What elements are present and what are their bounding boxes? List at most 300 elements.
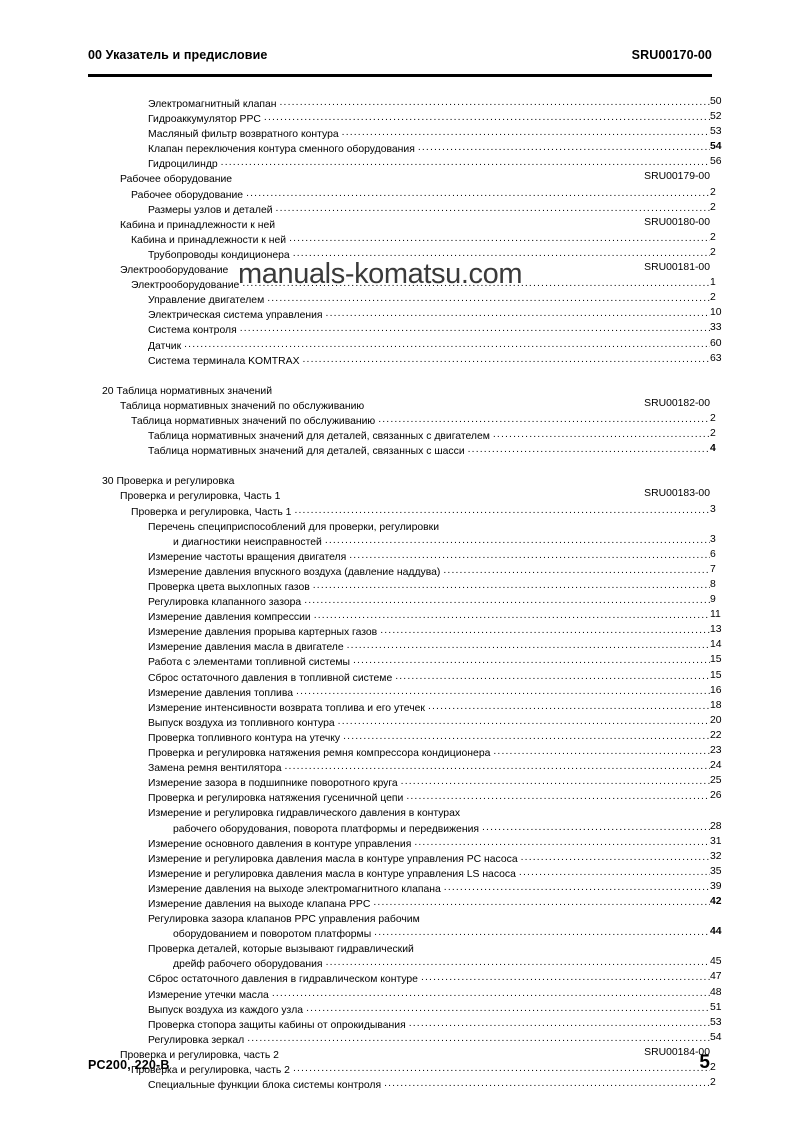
toc-entry-label: 30 Проверка и регулировка bbox=[102, 476, 235, 488]
toc-entry-row bbox=[0, 564, 794, 579]
toc-entry-label: Измерение давления масла в двигателе bbox=[148, 642, 344, 654]
toc-leader-dots bbox=[275, 383, 710, 394]
toc-entry-label: Выпуск воздуха из топливного контура bbox=[148, 717, 335, 729]
toc-entry-row bbox=[0, 413, 794, 428]
toc-page-number: 2 bbox=[710, 1062, 716, 1073]
toc-leader-dots bbox=[493, 428, 710, 439]
toc-entry-label: Регулировка зазора клапанов PPC управления рабочим bbox=[148, 914, 420, 926]
toc-entry-label: Выпуск воздуха из каждого узла bbox=[148, 1004, 304, 1016]
toc-entry-body bbox=[0, 217, 710, 231]
toc-page-number: 11 bbox=[710, 609, 721, 621]
toc-entry-body bbox=[0, 881, 710, 895]
toc-page-number: 60 bbox=[710, 337, 722, 349]
toc-leader-dots bbox=[231, 262, 710, 273]
toc-entry-row bbox=[0, 715, 794, 730]
toc-entry-body bbox=[0, 775, 710, 789]
toc-page-number: 53 bbox=[710, 1016, 722, 1028]
toc-leader-dots bbox=[380, 624, 710, 635]
toc-leader-dots bbox=[276, 202, 710, 213]
toc-entry-row bbox=[0, 126, 794, 141]
toc-entry-row bbox=[0, 549, 794, 564]
toc-page-number: 45 bbox=[710, 956, 722, 968]
toc-page-number: 51 bbox=[710, 1001, 722, 1013]
toc-entry-row bbox=[0, 836, 794, 851]
toc-leader-dots bbox=[306, 1002, 710, 1013]
toc-entry-body bbox=[0, 971, 710, 985]
toc-entry-label: Проверка и регулировка, Часть 1 bbox=[131, 506, 292, 518]
toc-leader-dots bbox=[221, 156, 710, 167]
toc-entry-row bbox=[0, 96, 794, 111]
toc-entry-row bbox=[0, 534, 794, 549]
toc-leader-dots bbox=[342, 126, 710, 137]
toc-entry-row bbox=[0, 1017, 794, 1032]
toc-entry-label: Проверка и регулировка натяжения ремня компрессора кондиционера bbox=[148, 748, 491, 760]
toc-entry-label: Электромагнитный клапан bbox=[148, 99, 277, 110]
toc-document-code: SRU00184-00 bbox=[644, 1046, 710, 1058]
toc-entry-body bbox=[0, 685, 710, 699]
page-header bbox=[88, 48, 712, 72]
toc-entry-row bbox=[0, 443, 794, 458]
toc-entry-body bbox=[0, 926, 710, 940]
toc-page-number: 2 bbox=[710, 428, 716, 440]
toc-entry-body bbox=[0, 156, 710, 170]
toc-entry-row bbox=[0, 1002, 794, 1017]
toc-entry-label: Измерение давления на выходе клапана PPC bbox=[148, 898, 371, 910]
toc-entry-row bbox=[0, 292, 794, 307]
toc-entry-row bbox=[0, 851, 794, 866]
toc-entry-row bbox=[0, 247, 794, 262]
toc-leader-dots bbox=[184, 338, 710, 349]
toc-page-number: 35 bbox=[710, 865, 722, 877]
toc-entry-label: рабочего оборудования, поворота платформы и передвижения bbox=[173, 823, 480, 835]
toc-entry-body bbox=[0, 941, 710, 955]
toc-page-number: 50 bbox=[710, 96, 722, 107]
toc-entry-label: Измерение и регулировка давления масла в контуре управления PC насоса bbox=[148, 853, 518, 865]
toc-entry-label: Электрооборудование bbox=[131, 280, 240, 292]
toc-page-number: 32 bbox=[710, 850, 722, 862]
toc-entry-body bbox=[0, 715, 710, 729]
toc-entry-row bbox=[0, 504, 794, 519]
toc-entry-body bbox=[0, 383, 710, 397]
toc-entry-body bbox=[0, 866, 710, 880]
toc-entry-body bbox=[0, 836, 710, 850]
toc-entry-label: Измерение давления компрессии bbox=[148, 612, 311, 624]
toc-heading-row bbox=[0, 398, 794, 413]
toc-entry-row bbox=[0, 1032, 794, 1047]
toc-leader-dots bbox=[521, 851, 710, 862]
toc-leader-dots bbox=[401, 775, 710, 786]
toc-leader-dots bbox=[418, 141, 710, 152]
toc-leader-dots bbox=[296, 685, 710, 696]
toc-entry-row bbox=[0, 322, 794, 337]
toc-entry-row bbox=[0, 700, 794, 715]
toc-entry-label: Измерение давления топлива bbox=[148, 687, 294, 699]
toc-entry-label: Проверка и регулировка, часть 2 bbox=[120, 1049, 279, 1061]
toc-entry-body bbox=[0, 126, 710, 140]
toc-entry-row bbox=[0, 730, 794, 745]
toc-entry-body bbox=[0, 338, 710, 352]
toc-entry-label: Кабина и принадлежности к ней bbox=[120, 219, 276, 231]
toc-document-code: SRU00179-00 bbox=[644, 171, 710, 183]
toc-leader-dots bbox=[482, 821, 710, 832]
toc-entry-label: Измерение и регулировка гидравлического давления в контурах bbox=[148, 808, 461, 820]
toc-leader-dots bbox=[395, 670, 710, 681]
toc-page-number: 56 bbox=[710, 156, 722, 168]
toc-entry-row bbox=[0, 428, 794, 443]
toc-entry-label: Измерение интенсивности возврата топлива и его утечек bbox=[148, 702, 425, 714]
toc-leader-dots bbox=[280, 96, 710, 107]
toc-entry-body bbox=[0, 141, 710, 155]
toc-leader-dots bbox=[468, 443, 710, 454]
header-section-title: 00 Указатель и предисловие bbox=[88, 48, 268, 62]
toc-leader-dots bbox=[235, 171, 710, 182]
toc-entry-label: Измерение давления впускного воздуха (давление наддува) bbox=[148, 566, 441, 578]
toc-entry-body bbox=[0, 1077, 710, 1091]
toc-leader-dots bbox=[246, 187, 710, 198]
toc-entry-body bbox=[0, 911, 710, 925]
toc-entry-body bbox=[0, 202, 710, 216]
toc-entry-label: Проверка топливного контура на утечку bbox=[148, 732, 341, 744]
toc-entry-row bbox=[0, 896, 794, 911]
toc-page-number: 8 bbox=[710, 579, 716, 590]
toc-entry-label: Проверка и регулировка натяжения гусеничной цепи bbox=[148, 793, 404, 805]
toc-entry-body bbox=[0, 111, 710, 125]
toc-page-number: 2 bbox=[710, 201, 716, 213]
toc-leader-dots bbox=[406, 790, 710, 801]
toc-entry-body bbox=[0, 670, 710, 684]
toc-heading-row bbox=[0, 473, 794, 488]
toc-entry-row bbox=[0, 881, 794, 896]
toc-entry-body bbox=[0, 1017, 710, 1031]
toc-page-number: 48 bbox=[710, 986, 722, 998]
toc-leader-dots bbox=[326, 307, 710, 318]
toc-page-number: 52 bbox=[710, 111, 722, 123]
toc-entry-body bbox=[0, 639, 710, 653]
toc-entry-row bbox=[0, 956, 794, 971]
toc-leader-dots bbox=[303, 353, 710, 364]
toc-page-number: 31 bbox=[710, 835, 722, 847]
footer-page-number: 5 bbox=[699, 1052, 710, 1073]
toc-entry-body bbox=[0, 730, 710, 744]
toc-leader-dots bbox=[443, 564, 710, 575]
toc-page-number: 3 bbox=[710, 533, 716, 545]
toc-heading-row bbox=[0, 262, 794, 277]
toc-entry-row bbox=[0, 141, 794, 156]
toc-heading-row bbox=[0, 911, 794, 926]
toc-entry-label: Система терминала KOMTRAX bbox=[148, 355, 300, 367]
toc-page-number: 20 bbox=[710, 714, 722, 726]
toc-entry-label: 20 Таблица нормативных значений bbox=[102, 385, 273, 397]
toc-entry-label: Клапан переключения контура сменного оборудования bbox=[148, 144, 415, 156]
toc-entry-body bbox=[0, 488, 710, 502]
toc-leader-dots bbox=[293, 1062, 710, 1073]
toc-entry-label: Измерение утечки масла bbox=[148, 989, 269, 1001]
toc-heading-row bbox=[0, 941, 794, 956]
toc-page-number: 54 bbox=[710, 141, 722, 153]
toc-page-number: 33 bbox=[710, 322, 722, 334]
toc-entry-label: Таблица нормативных значений для деталей, связанных с шасси bbox=[148, 446, 465, 458]
toc-leader-dots bbox=[442, 519, 710, 530]
toc-entry-body bbox=[0, 519, 710, 533]
toc-entry-body bbox=[0, 579, 710, 593]
toc-heading-row bbox=[0, 171, 794, 186]
toc-entry-body bbox=[0, 790, 710, 804]
toc-entry-body bbox=[0, 851, 710, 865]
toc-page-number: 2 bbox=[710, 246, 716, 258]
toc-entry-label: Проверка цвета выхлопных газов bbox=[148, 582, 310, 593]
toc-page-number: 24 bbox=[710, 760, 722, 772]
toc-heading-row bbox=[0, 383, 794, 398]
toc-spacer bbox=[0, 368, 794, 383]
toc-entry-label: Измерение зазора в подшипнике поворотного круга bbox=[148, 778, 398, 790]
toc-entry-body bbox=[0, 896, 710, 910]
toc-page-number: 6 bbox=[710, 548, 716, 560]
toc-entry-body bbox=[0, 624, 710, 638]
toc-leader-dots bbox=[289, 232, 710, 243]
toc-entry-body bbox=[0, 700, 710, 714]
toc-entry-body bbox=[0, 353, 710, 367]
toc-entry-body bbox=[0, 745, 710, 759]
toc-entry-label: оборудованием и поворотом платформы bbox=[173, 929, 372, 941]
toc-entry-row bbox=[0, 624, 794, 639]
header-document-code: SRU00170-00 bbox=[631, 48, 712, 62]
toc-leader-dots bbox=[338, 715, 710, 726]
toc-entry-body bbox=[0, 277, 710, 291]
toc-leader-dots bbox=[313, 579, 710, 590]
toc-page-number: 28 bbox=[710, 820, 722, 832]
toc-entry-row bbox=[0, 338, 794, 353]
toc-entry-label: Измерение и регулировка давления масла в контуре управления LS насоса bbox=[148, 868, 516, 880]
toc-page-number: 23 bbox=[710, 745, 722, 757]
toc-page-number: 4 bbox=[710, 443, 716, 455]
toc-heading-row bbox=[0, 519, 794, 534]
toc-entry-row bbox=[0, 654, 794, 669]
toc-page-number: 15 bbox=[710, 654, 722, 666]
toc-entry-body bbox=[0, 247, 710, 261]
toc-entry-body bbox=[0, 307, 710, 321]
toc-leader-dots bbox=[285, 760, 711, 771]
toc-entry-body bbox=[0, 1032, 710, 1046]
toc-entry-row bbox=[0, 866, 794, 881]
toc-page-number: 3 bbox=[710, 503, 716, 515]
footer-model-label: PC200, 220-B bbox=[88, 1058, 170, 1072]
toc-entry-row bbox=[0, 775, 794, 790]
toc-entry-body bbox=[0, 322, 710, 336]
toc-entry-body bbox=[0, 821, 710, 835]
toc-entry-body bbox=[0, 443, 710, 457]
toc-entry-label: Специальные функции блока системы контроля bbox=[148, 1080, 382, 1092]
toc-page-number: 39 bbox=[710, 880, 722, 892]
toc-leader-dots bbox=[247, 1032, 710, 1043]
toc-page-number: 53 bbox=[710, 126, 722, 138]
toc-leader-dots bbox=[444, 881, 710, 892]
toc-entry-label: Гидроаккумулятор PPC bbox=[148, 114, 261, 126]
toc-entry-row bbox=[0, 670, 794, 685]
toc-entry-label: Регулировка зеркал bbox=[148, 1034, 245, 1046]
toc-entry-row bbox=[0, 760, 794, 775]
toc-page-number: 25 bbox=[710, 775, 722, 787]
toc-entry-row bbox=[0, 277, 794, 292]
toc-entry-label: Проверка и регулировка, Часть 1 bbox=[120, 491, 281, 503]
toc-page-number: 2 bbox=[710, 231, 716, 243]
toc-page-number: 2 bbox=[710, 1077, 716, 1089]
toc-heading-row bbox=[0, 488, 794, 503]
toc-entry-row bbox=[0, 745, 794, 760]
toc-page-number: 14 bbox=[710, 639, 722, 651]
toc-entry-body bbox=[0, 564, 710, 578]
toc-entry-row bbox=[0, 187, 794, 202]
toc-entry-body bbox=[0, 956, 710, 970]
toc-entry-body bbox=[0, 654, 710, 668]
toc-leader-dots bbox=[414, 836, 710, 847]
toc-leader-dots bbox=[347, 639, 710, 650]
toc-page-number: 42 bbox=[710, 895, 722, 907]
toc-entry-body bbox=[0, 96, 710, 110]
toc-entry-label: Электрическая система управления bbox=[148, 310, 323, 322]
toc-leader-dots bbox=[242, 277, 710, 288]
toc-entry-label: Размеры узлов и деталей bbox=[148, 204, 273, 216]
toc-page-number: 47 bbox=[710, 971, 722, 983]
toc-entry-row bbox=[0, 685, 794, 700]
toc-page-number: 10 bbox=[710, 307, 722, 319]
toc-entry-row bbox=[0, 202, 794, 217]
toc-entry-row bbox=[0, 594, 794, 609]
toc-entry-body bbox=[0, 398, 710, 412]
toc-page-number: 63 bbox=[710, 352, 722, 364]
toc-entry-row bbox=[0, 987, 794, 1002]
toc-spacer bbox=[0, 458, 794, 473]
toc-leader-dots bbox=[409, 1017, 710, 1028]
toc-page-number: 1 bbox=[710, 277, 716, 289]
toc-page-number: 18 bbox=[710, 699, 722, 711]
toc-entry-body bbox=[0, 805, 710, 819]
toc-leader-dots bbox=[374, 926, 710, 937]
toc-entry-label: Рабочее оборудование bbox=[120, 174, 233, 186]
toc-leader-dots bbox=[293, 247, 710, 258]
toc-entry-label: Система контроля bbox=[148, 325, 237, 337]
toc-entry-label: Перечень специприспособлений для проверки, регулировки bbox=[148, 521, 440, 533]
toc-leader-dots bbox=[353, 654, 710, 665]
toc-entry-label: Проверка деталей, которые вызывают гидравлический bbox=[148, 944, 414, 956]
toc-entry-body bbox=[0, 292, 710, 306]
toc-entry-row bbox=[0, 926, 794, 941]
toc-leader-dots bbox=[343, 730, 710, 741]
toc-entry-body bbox=[0, 549, 710, 563]
toc-entry-body bbox=[0, 594, 710, 608]
table-of-contents bbox=[0, 96, 794, 1092]
toc-leader-dots bbox=[304, 594, 710, 605]
toc-entry-label: Замена ремня вентилятора bbox=[148, 763, 282, 775]
toc-leader-dots bbox=[267, 292, 710, 303]
toc-entry-row bbox=[0, 790, 794, 805]
toc-entry-label: Измерение частоты вращения двигателя bbox=[148, 551, 347, 563]
toc-leader-dots bbox=[373, 896, 710, 907]
toc-entry-body bbox=[0, 534, 710, 548]
toc-page-number: 9 bbox=[710, 594, 716, 606]
toc-document-code: SRU00180-00 bbox=[644, 216, 710, 228]
toc-entry-row bbox=[0, 232, 794, 247]
toc-leader-dots bbox=[493, 745, 710, 756]
toc-page-number: 22 bbox=[710, 729, 722, 741]
toc-page-number: 16 bbox=[710, 684, 722, 696]
toc-entry-label: Измерение давления прорыва картерных газов bbox=[148, 627, 378, 639]
toc-document-code: SRU00183-00 bbox=[644, 488, 710, 500]
toc-entry-body bbox=[0, 232, 710, 246]
toc-leader-dots bbox=[378, 413, 710, 424]
toc-entry-label: Измерение основного давления в контуре управления bbox=[148, 838, 412, 850]
toc-page-number: 15 bbox=[710, 669, 722, 681]
toc-leader-dots bbox=[423, 911, 710, 922]
toc-entry-body bbox=[0, 171, 710, 185]
toc-page-number: 2 bbox=[710, 292, 716, 304]
header-divider bbox=[88, 74, 712, 77]
toc-entry-row bbox=[0, 579, 794, 594]
toc-leader-dots bbox=[264, 111, 710, 122]
toc-leader-dots bbox=[325, 534, 710, 545]
toc-page-number: 2 bbox=[710, 412, 716, 424]
watermark-text: manuals-komatsu.com bbox=[238, 258, 523, 290]
toc-entry-label: Регулировка клапанного зазора bbox=[148, 597, 302, 609]
toc-entry-label: Проверка и регулировка, часть 2 bbox=[131, 1065, 290, 1076]
toc-entry-body bbox=[0, 987, 710, 1001]
toc-page-number: 54 bbox=[710, 1031, 722, 1043]
toc-leader-dots bbox=[240, 322, 710, 333]
toc-page-number: 7 bbox=[710, 563, 716, 575]
toc-entry-label: и диагностики неисправностей bbox=[173, 536, 322, 548]
toc-entry-label: Гидроцилиндр bbox=[148, 159, 218, 171]
toc-heading-row bbox=[0, 805, 794, 820]
toc-entry-label: Масляный фильтр возвратного контура bbox=[148, 129, 339, 141]
toc-entry-label: Трубопроводы кондиционера bbox=[148, 249, 290, 261]
toc-leader-dots bbox=[421, 971, 710, 982]
toc-leader-dots bbox=[384, 1077, 710, 1088]
toc-leader-dots bbox=[417, 941, 710, 952]
toc-leader-dots bbox=[326, 956, 710, 967]
toc-entry-body bbox=[0, 609, 710, 623]
toc-leader-dots bbox=[463, 805, 710, 816]
toc-entry-label: Таблица нормативных значений по обслуживанию bbox=[131, 415, 376, 427]
toc-entry-body bbox=[0, 1002, 710, 1016]
toc-entry-label: Сброс остаточного давления в топливной системе bbox=[148, 672, 393, 684]
toc-entry-body bbox=[0, 473, 710, 487]
toc-entry-body bbox=[0, 187, 710, 201]
toc-leader-dots bbox=[349, 549, 710, 560]
toc-entry-row bbox=[0, 156, 794, 171]
toc-entry-label: Датчик bbox=[148, 340, 182, 352]
toc-leader-dots bbox=[237, 473, 710, 484]
toc-entry-label: Кабина и принадлежности к ней bbox=[131, 234, 287, 246]
toc-entry-body bbox=[0, 428, 710, 442]
toc-entry-row bbox=[0, 971, 794, 986]
toc-entry-row bbox=[0, 609, 794, 624]
toc-page-number: 44 bbox=[710, 926, 722, 938]
toc-leader-dots bbox=[294, 504, 710, 515]
toc-entry-row bbox=[0, 821, 794, 836]
toc-entry-body bbox=[0, 504, 710, 518]
toc-entry-label: Управление двигателем bbox=[148, 295, 265, 307]
toc-leader-dots bbox=[519, 866, 710, 877]
toc-entry-label: Таблица нормативных значений для деталей, связанных с двигателем bbox=[148, 431, 490, 443]
toc-entry-body bbox=[0, 760, 710, 774]
toc-entry-label: Рабочее оборудование bbox=[131, 189, 244, 201]
toc-leader-dots bbox=[314, 609, 710, 620]
toc-entry-row bbox=[0, 307, 794, 322]
toc-document-code: SRU00181-00 bbox=[644, 262, 710, 274]
toc-document-code: SRU00182-00 bbox=[644, 397, 710, 409]
toc-entry-row bbox=[0, 353, 794, 368]
toc-entry-row bbox=[0, 639, 794, 654]
toc-leader-dots bbox=[272, 987, 710, 998]
